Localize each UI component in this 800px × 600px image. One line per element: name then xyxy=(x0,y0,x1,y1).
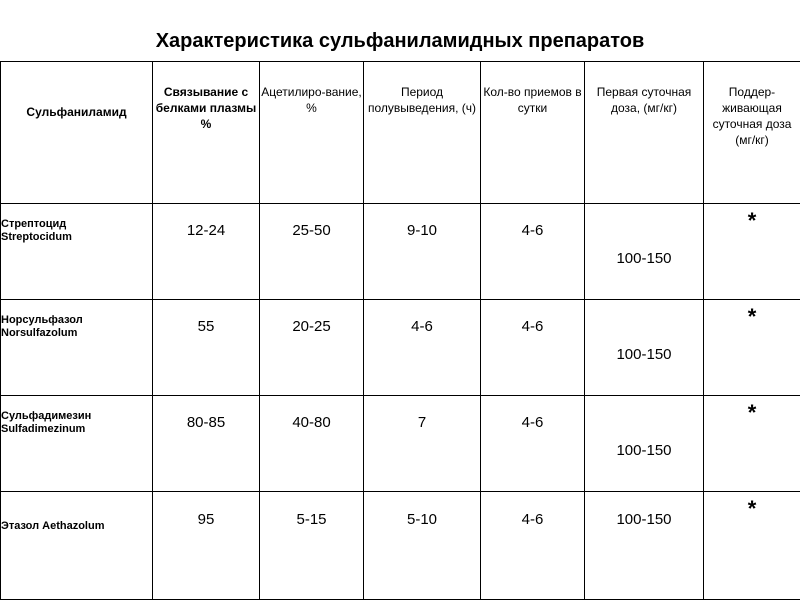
acetylation-cell: 20-25 xyxy=(260,299,364,395)
doses-per-day-cell: 4-6 xyxy=(481,204,585,300)
page-title: Характеристика сульфаниламидных препаратов xyxy=(155,30,645,52)
header-cell: Связывание с белками плазмы % xyxy=(153,62,260,204)
table-header-row xyxy=(1,62,800,204)
half-life-cell: 9-10 xyxy=(364,204,481,300)
acetylation-cell: 40-80 xyxy=(260,395,364,491)
binding-cell: 12-24 xyxy=(153,204,260,300)
maintenance-dose-cell: * xyxy=(704,491,800,599)
doses-per-day-cell: 4-6 xyxy=(481,395,585,491)
first-dose-cell: 100-150 xyxy=(585,395,704,491)
table-row xyxy=(1,491,800,599)
drug-table xyxy=(0,61,800,600)
half-life-cell: 7 xyxy=(364,395,481,491)
half-life-cell: 5-10 xyxy=(364,491,481,599)
acetylation-cell: 5-15 xyxy=(260,491,364,599)
doses-per-day-cell: 4-6 xyxy=(481,299,585,395)
first-dose-cell: 100-150 xyxy=(585,299,704,395)
table-row xyxy=(1,395,800,491)
maintenance-dose-cell: * xyxy=(704,395,800,491)
header-cell: Первая суточная доза, (мг/кг) xyxy=(585,62,704,204)
acetylation-cell: 25-50 xyxy=(260,204,364,300)
header-cell: Период полувыведения, (ч) xyxy=(364,62,481,204)
binding-cell: 55 xyxy=(153,299,260,395)
binding-cell: 95 xyxy=(153,491,260,599)
drug-name-cell: Сульфадимезин Sulfadimezinum xyxy=(1,395,153,491)
first-dose-cell: 100-150 xyxy=(585,204,704,300)
binding-cell: 80-85 xyxy=(153,395,260,491)
header-cell: Ацетилиро-вание, % xyxy=(260,62,364,204)
header-cell: Кол-во приемов в сутки xyxy=(481,62,585,204)
table-row xyxy=(1,299,800,395)
drug-name-cell: Этазол Aethazolum xyxy=(1,491,153,599)
drug-name-cell: Стрептоцид Streptocidum xyxy=(1,204,153,300)
doses-per-day-cell: 4-6 xyxy=(481,491,585,599)
drug-name-cell: Норсульфазол Norsulfazolum xyxy=(1,299,153,395)
half-life-cell: 4-6 xyxy=(364,299,481,395)
first-dose-cell: 100-150 xyxy=(585,491,704,599)
maintenance-dose-cell: * xyxy=(704,204,800,300)
maintenance-dose-cell: * xyxy=(704,299,800,395)
header-cell: Поддер-живающая суточная доза (мг/кг) xyxy=(704,62,800,204)
header-cell: Сульфаниламид xyxy=(1,62,153,204)
table-row xyxy=(1,204,800,300)
